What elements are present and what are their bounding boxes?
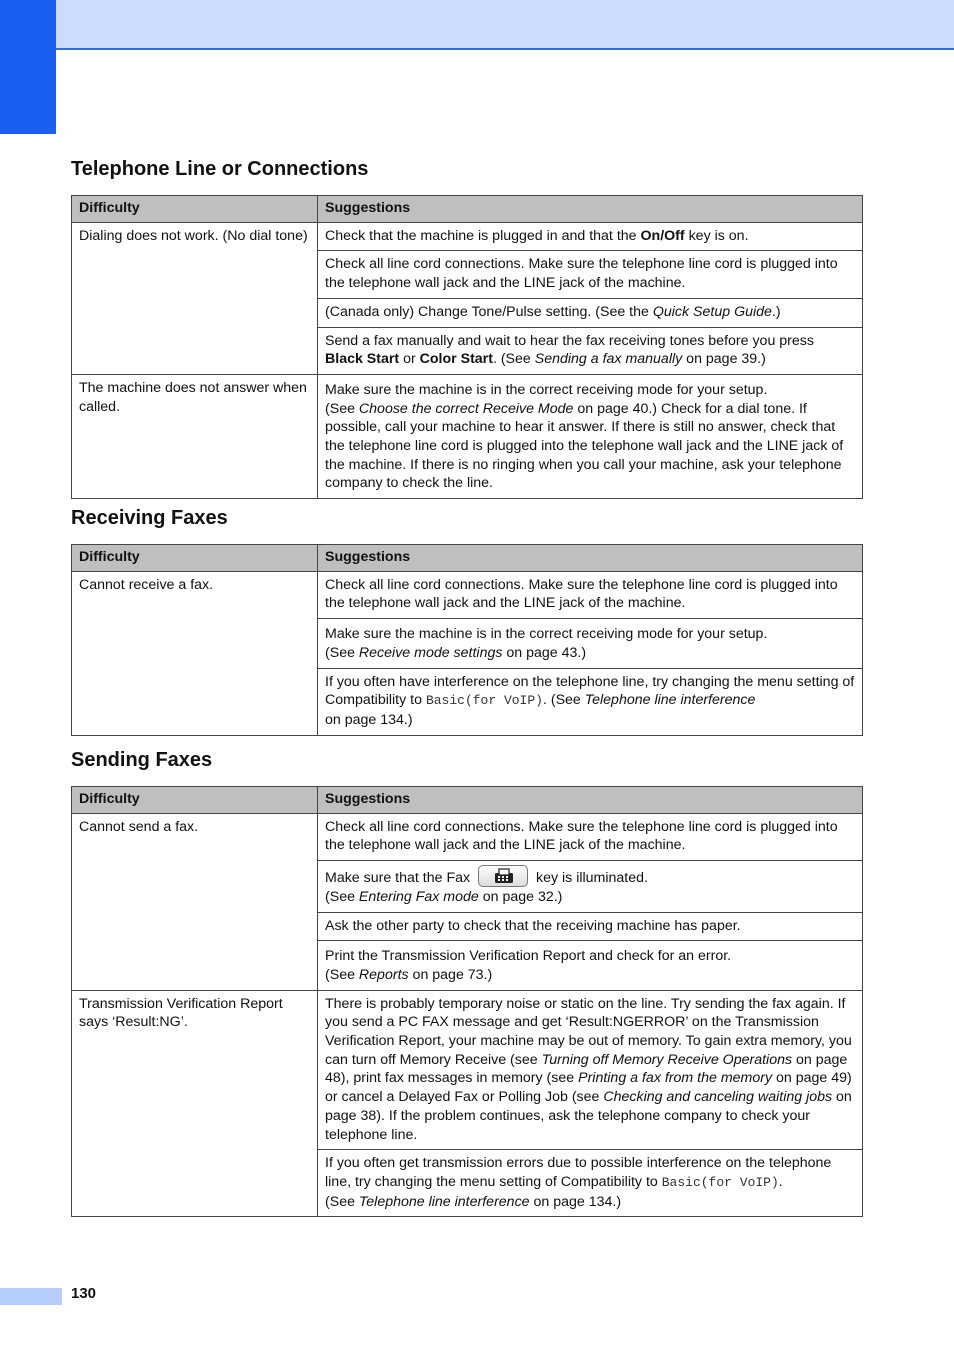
- difficulty-cell: Dialing does not work. (No dial tone): [72, 222, 318, 374]
- column-header-suggestions: Suggestions: [318, 787, 863, 814]
- fax-key-icon: [478, 865, 528, 887]
- suggestion-cell: Make sure the machine is in the correct receiving mode for your setup. (See Choose the correct Receive Mode on page 40.) Check for a dial tone. If possible, call your machine to hear it answer. If there is still no answer, check that the telephone line cord is plugged into the telephone wall jack and the LINE jack of the machine. If there is no ringing when you call your machine, ask your telephone company to check the line.: [318, 374, 863, 498]
- suggestion-cell: Send a fax manually and wait to hear the fax receiving tones before you press Black Start or Color Start. (See Sending a fax manually on page 39.): [318, 327, 863, 374]
- difficulty-cell: Transmission Verification Report says ‘Result:NG’.: [72, 990, 318, 1217]
- table-sending: [71, 786, 863, 1217]
- table-receiving: [71, 544, 863, 736]
- table-row: [72, 374, 863, 498]
- suggestion-cell: Ask the other party to check that the receiving machine has paper.: [318, 912, 863, 941]
- page-number: 130: [71, 1285, 97, 1302]
- header-band: [0, 0, 954, 50]
- suggestion-cell: Make sure that the Fax key is illuminated. (See Entering Fax mode on page 32.): [318, 861, 863, 912]
- difficulty-cell: The machine does not answer when called.: [72, 374, 318, 498]
- chapter-tab: [0, 0, 56, 134]
- suggestion-cell: Check all line cord connections. Make sure the telephone line cord is plugged into the telephone wall jack and the LINE jack of the machine.: [318, 251, 863, 298]
- suggestion-cell: Make sure the machine is in the correct receiving mode for your setup. (See Receive mode settings on page 43.): [318, 619, 863, 668]
- suggestion-cell: Print the Transmission Verification Report and check for an error. (See Reports on page 73.): [318, 941, 863, 990]
- table-row: [72, 222, 863, 251]
- suggestion-cell: Check all line cord connections. Make sure the telephone line cord is plugged into the telephone wall jack and the LINE jack of the machine.: [318, 571, 863, 618]
- suggestion-cell: If you often get transmission errors due to possible interference on the telephone line, try changing the menu setting of Compatibility to Basic(for VoIP). (See Telephone line interference on page 134.): [318, 1150, 863, 1217]
- table-telephone: [71, 195, 863, 499]
- section-title-sending: Sending Faxes: [71, 749, 213, 771]
- table-header-row: [72, 787, 863, 814]
- footer-tab: [0, 1288, 62, 1305]
- column-header-difficulty: Difficulty: [72, 196, 318, 223]
- table-header-row: [72, 196, 863, 223]
- suggestion-cell: If you often have interference on the telephone line, try changing the menu setting of Compatibility to Basic(for VoIP). (See Telephone line interference on page 134.): [318, 668, 863, 735]
- table-row: [72, 990, 863, 1150]
- difficulty-cell: Cannot send a fax.: [72, 813, 318, 990]
- table-header-row: [72, 545, 863, 572]
- table-row: [72, 813, 863, 860]
- column-header-difficulty: Difficulty: [72, 787, 318, 814]
- suggestion-cell: Check that the machine is plugged in and that the On/Off key is on.: [318, 222, 863, 251]
- suggestion-cell: Check all line cord connections. Make sure the telephone line cord is plugged into the telephone wall jack and the LINE jack of the machine.: [318, 813, 863, 860]
- table-row: [72, 571, 863, 618]
- section-title-telephone: Telephone Line or Connections: [71, 158, 369, 180]
- column-header-difficulty: Difficulty: [72, 545, 318, 572]
- suggestion-cell: (Canada only) Change Tone/Pulse setting. (See the Quick Setup Guide.): [318, 298, 863, 327]
- suggestion-cell: There is probably temporary noise or static on the line. Try sending the fax again. If you send a PC FAX message and get ‘Result:NGERROR’ on the Transmission Verification Report, your machine may be out of memory. To gain extra memory, you can turn off Memory Receive (see Turning off Memory Receive Operations on page 48), print fax messages in memory (see Printing a fax from the memory on page 49) or cancel a Delayed Fax or Polling Job (see Checking and canceling waiting jobs on page 38). If the problem continues, ask the telephone company to check your telephone line.: [318, 990, 863, 1150]
- difficulty-cell: Cannot receive a fax.: [72, 571, 318, 735]
- column-header-suggestions: Suggestions: [318, 545, 863, 572]
- column-header-suggestions: Suggestions: [318, 196, 863, 223]
- section-title-receiving: Receiving Faxes: [71, 507, 228, 529]
